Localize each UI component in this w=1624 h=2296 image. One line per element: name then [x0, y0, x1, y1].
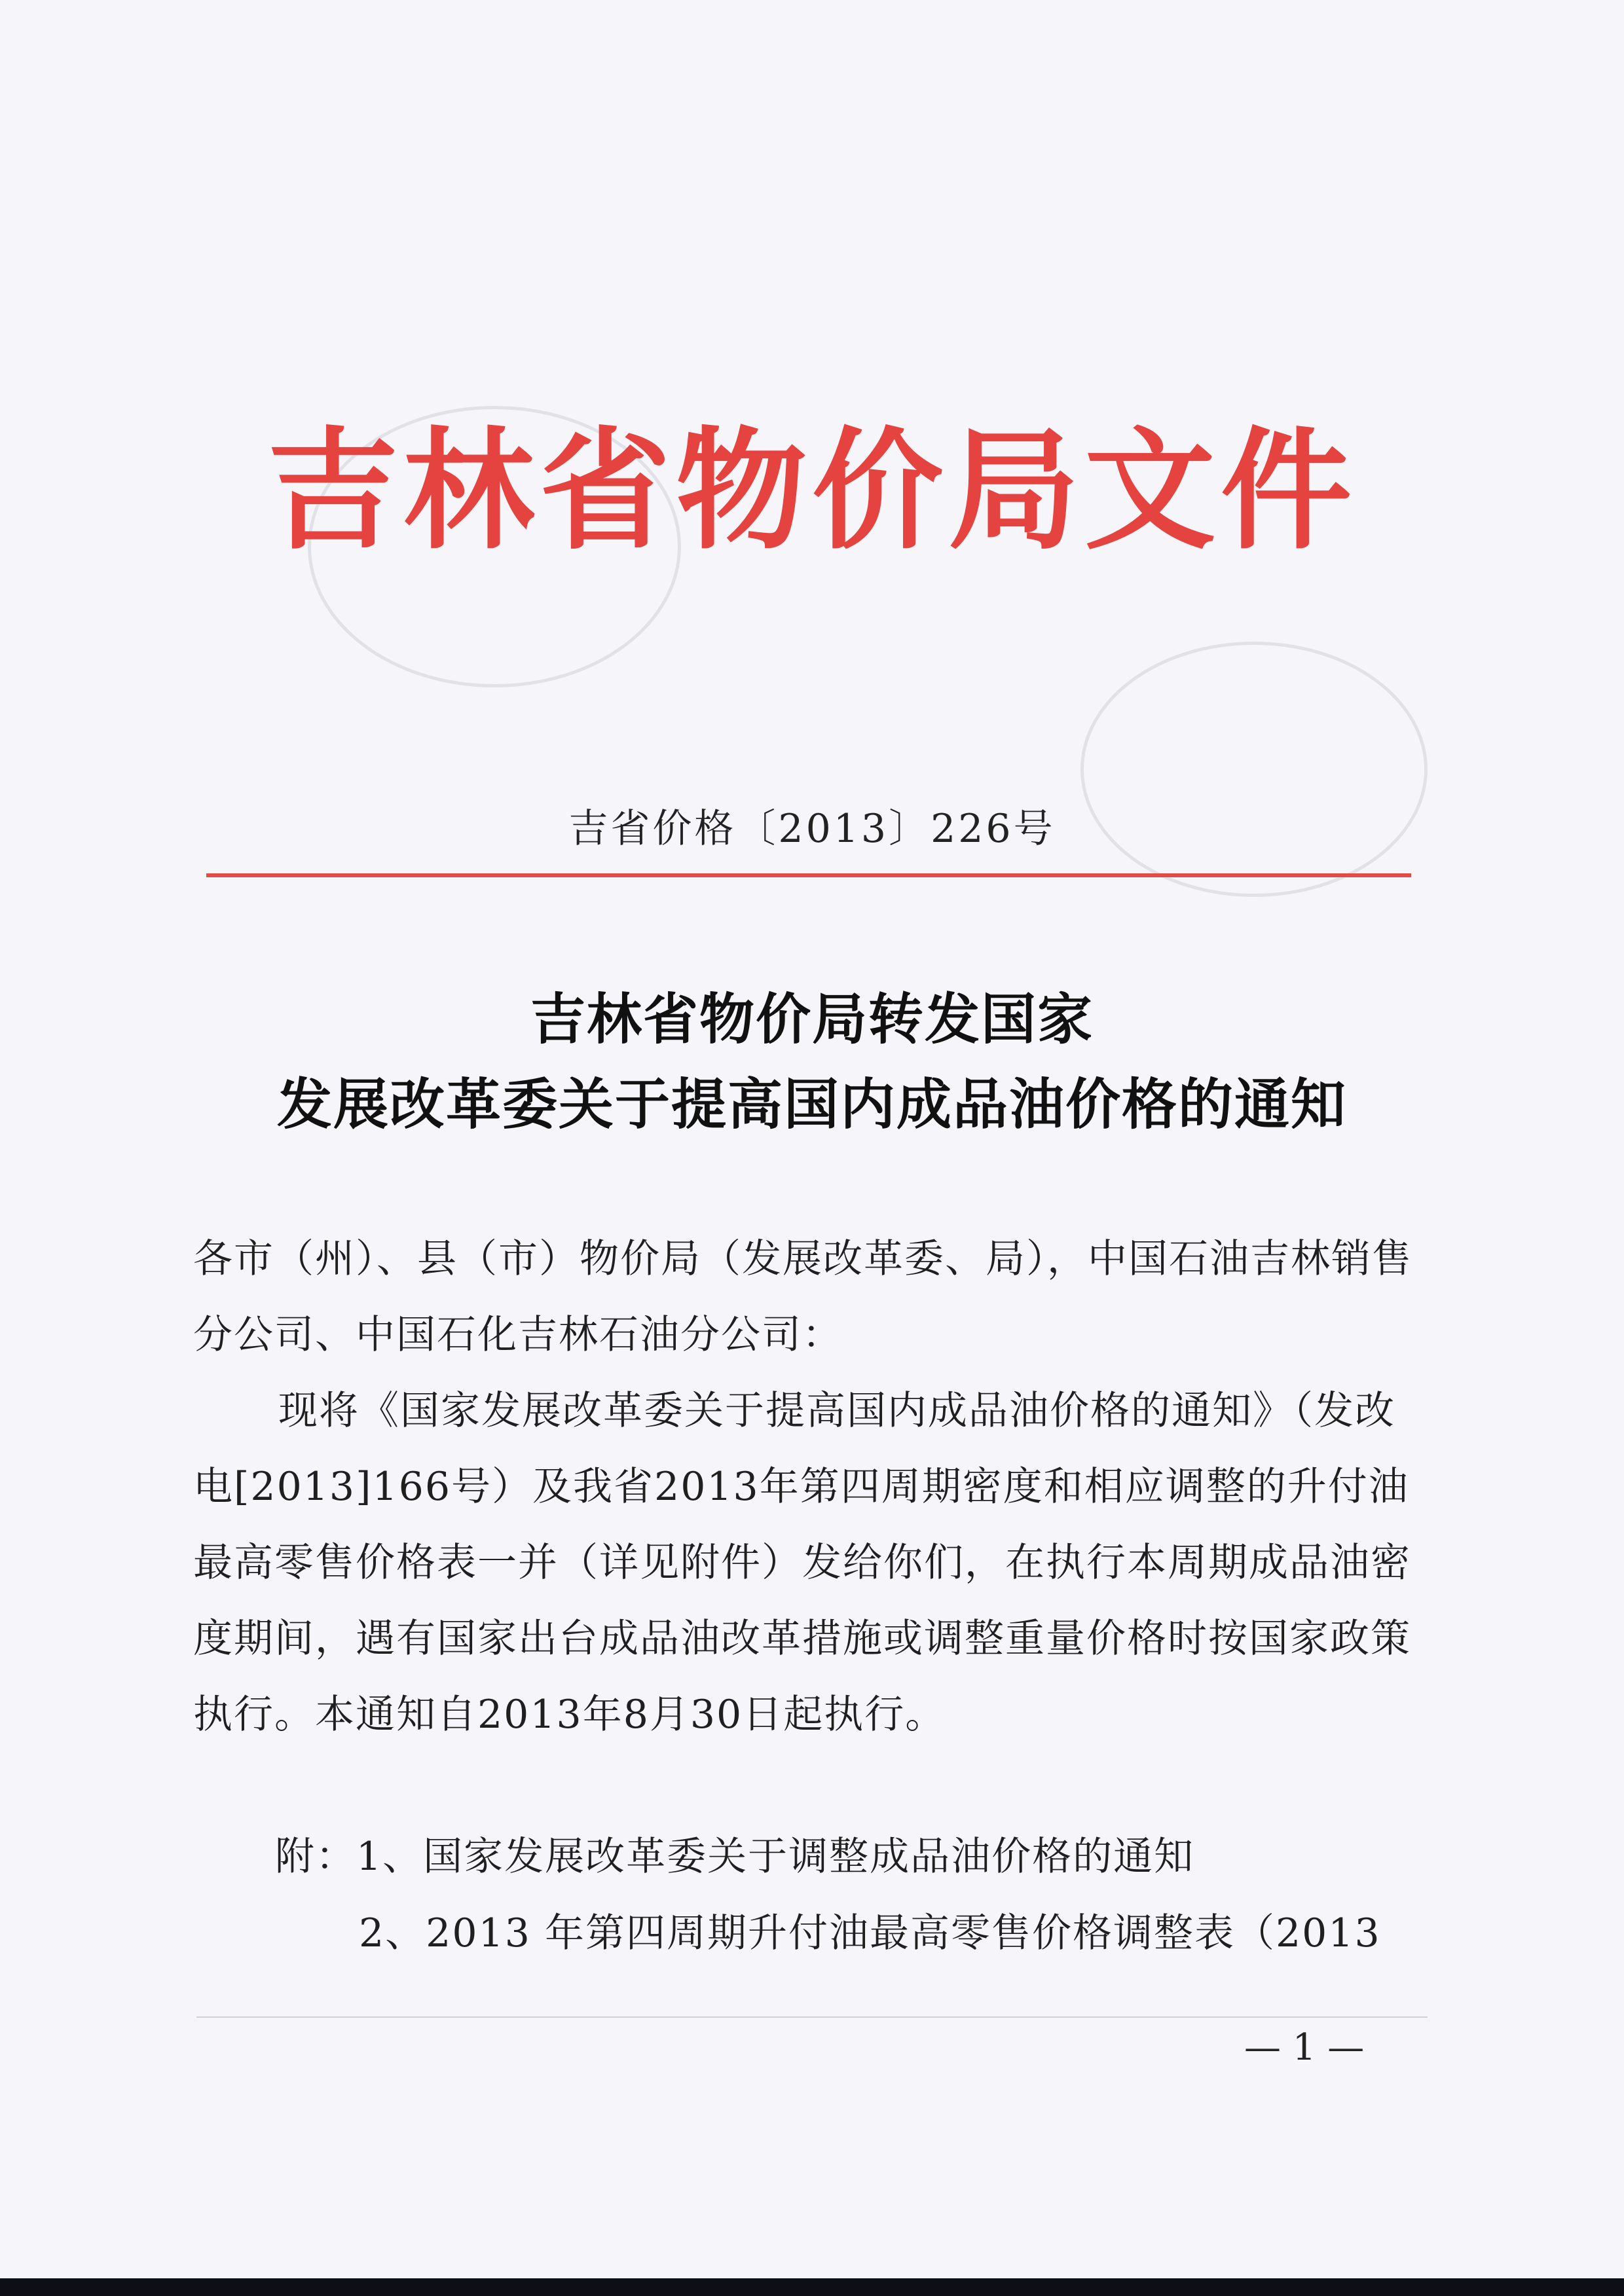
notice-title-line-1: 吉林省物价局转发国家: [530, 987, 1094, 1051]
attachment-prefix: 附：: [275, 1834, 356, 1880]
bleed-through-seal: [1080, 642, 1428, 897]
recipients-paragraph: 各市（州）、县（市）物价局（发展改革委、局），中国石油吉林销售分公司、中国石化吉林石油分公司：: [193, 1236, 1412, 1358]
attachment-item-2: 2、2013 年第四周期升付油最高零售价格调整表（2013: [359, 1910, 1381, 1956]
attachment-item-1: [275, 1825, 1194, 1882]
red-divider-line: [206, 873, 1411, 877]
document-number: 吉省价格〔2013〕226号: [568, 806, 1056, 852]
scan-bottom-edge: [0, 2278, 1624, 2296]
footer-divider: [196, 2016, 1428, 2018]
notice-title-line-2: 发展改革委关于提高国内成品油价格的通知: [276, 1072, 1347, 1137]
main-paragraph: 现将《国家发展改革委关于提高国内成品油价格的通知》（发改电[2013]166号）及我省2013年第四周期密度和相应调整的升付油最高零售价格表一并（详见附件）发给你们，在执行本周期成品油密度期间，遇有国家出台成品油改革措施或调整重量价格时按国家政策执行。本通知自2013年8月30日起执行。: [193, 1388, 1411, 1738]
notice-body: [193, 1221, 1418, 1753]
page-number: — 1 —: [1244, 2026, 1365, 2069]
issuing-authority-header: 吉林省物价局文件: [267, 414, 1357, 568]
attachment-1-text: 1、国家发展改革委关于调整成品油价格的通知: [356, 1834, 1195, 1880]
